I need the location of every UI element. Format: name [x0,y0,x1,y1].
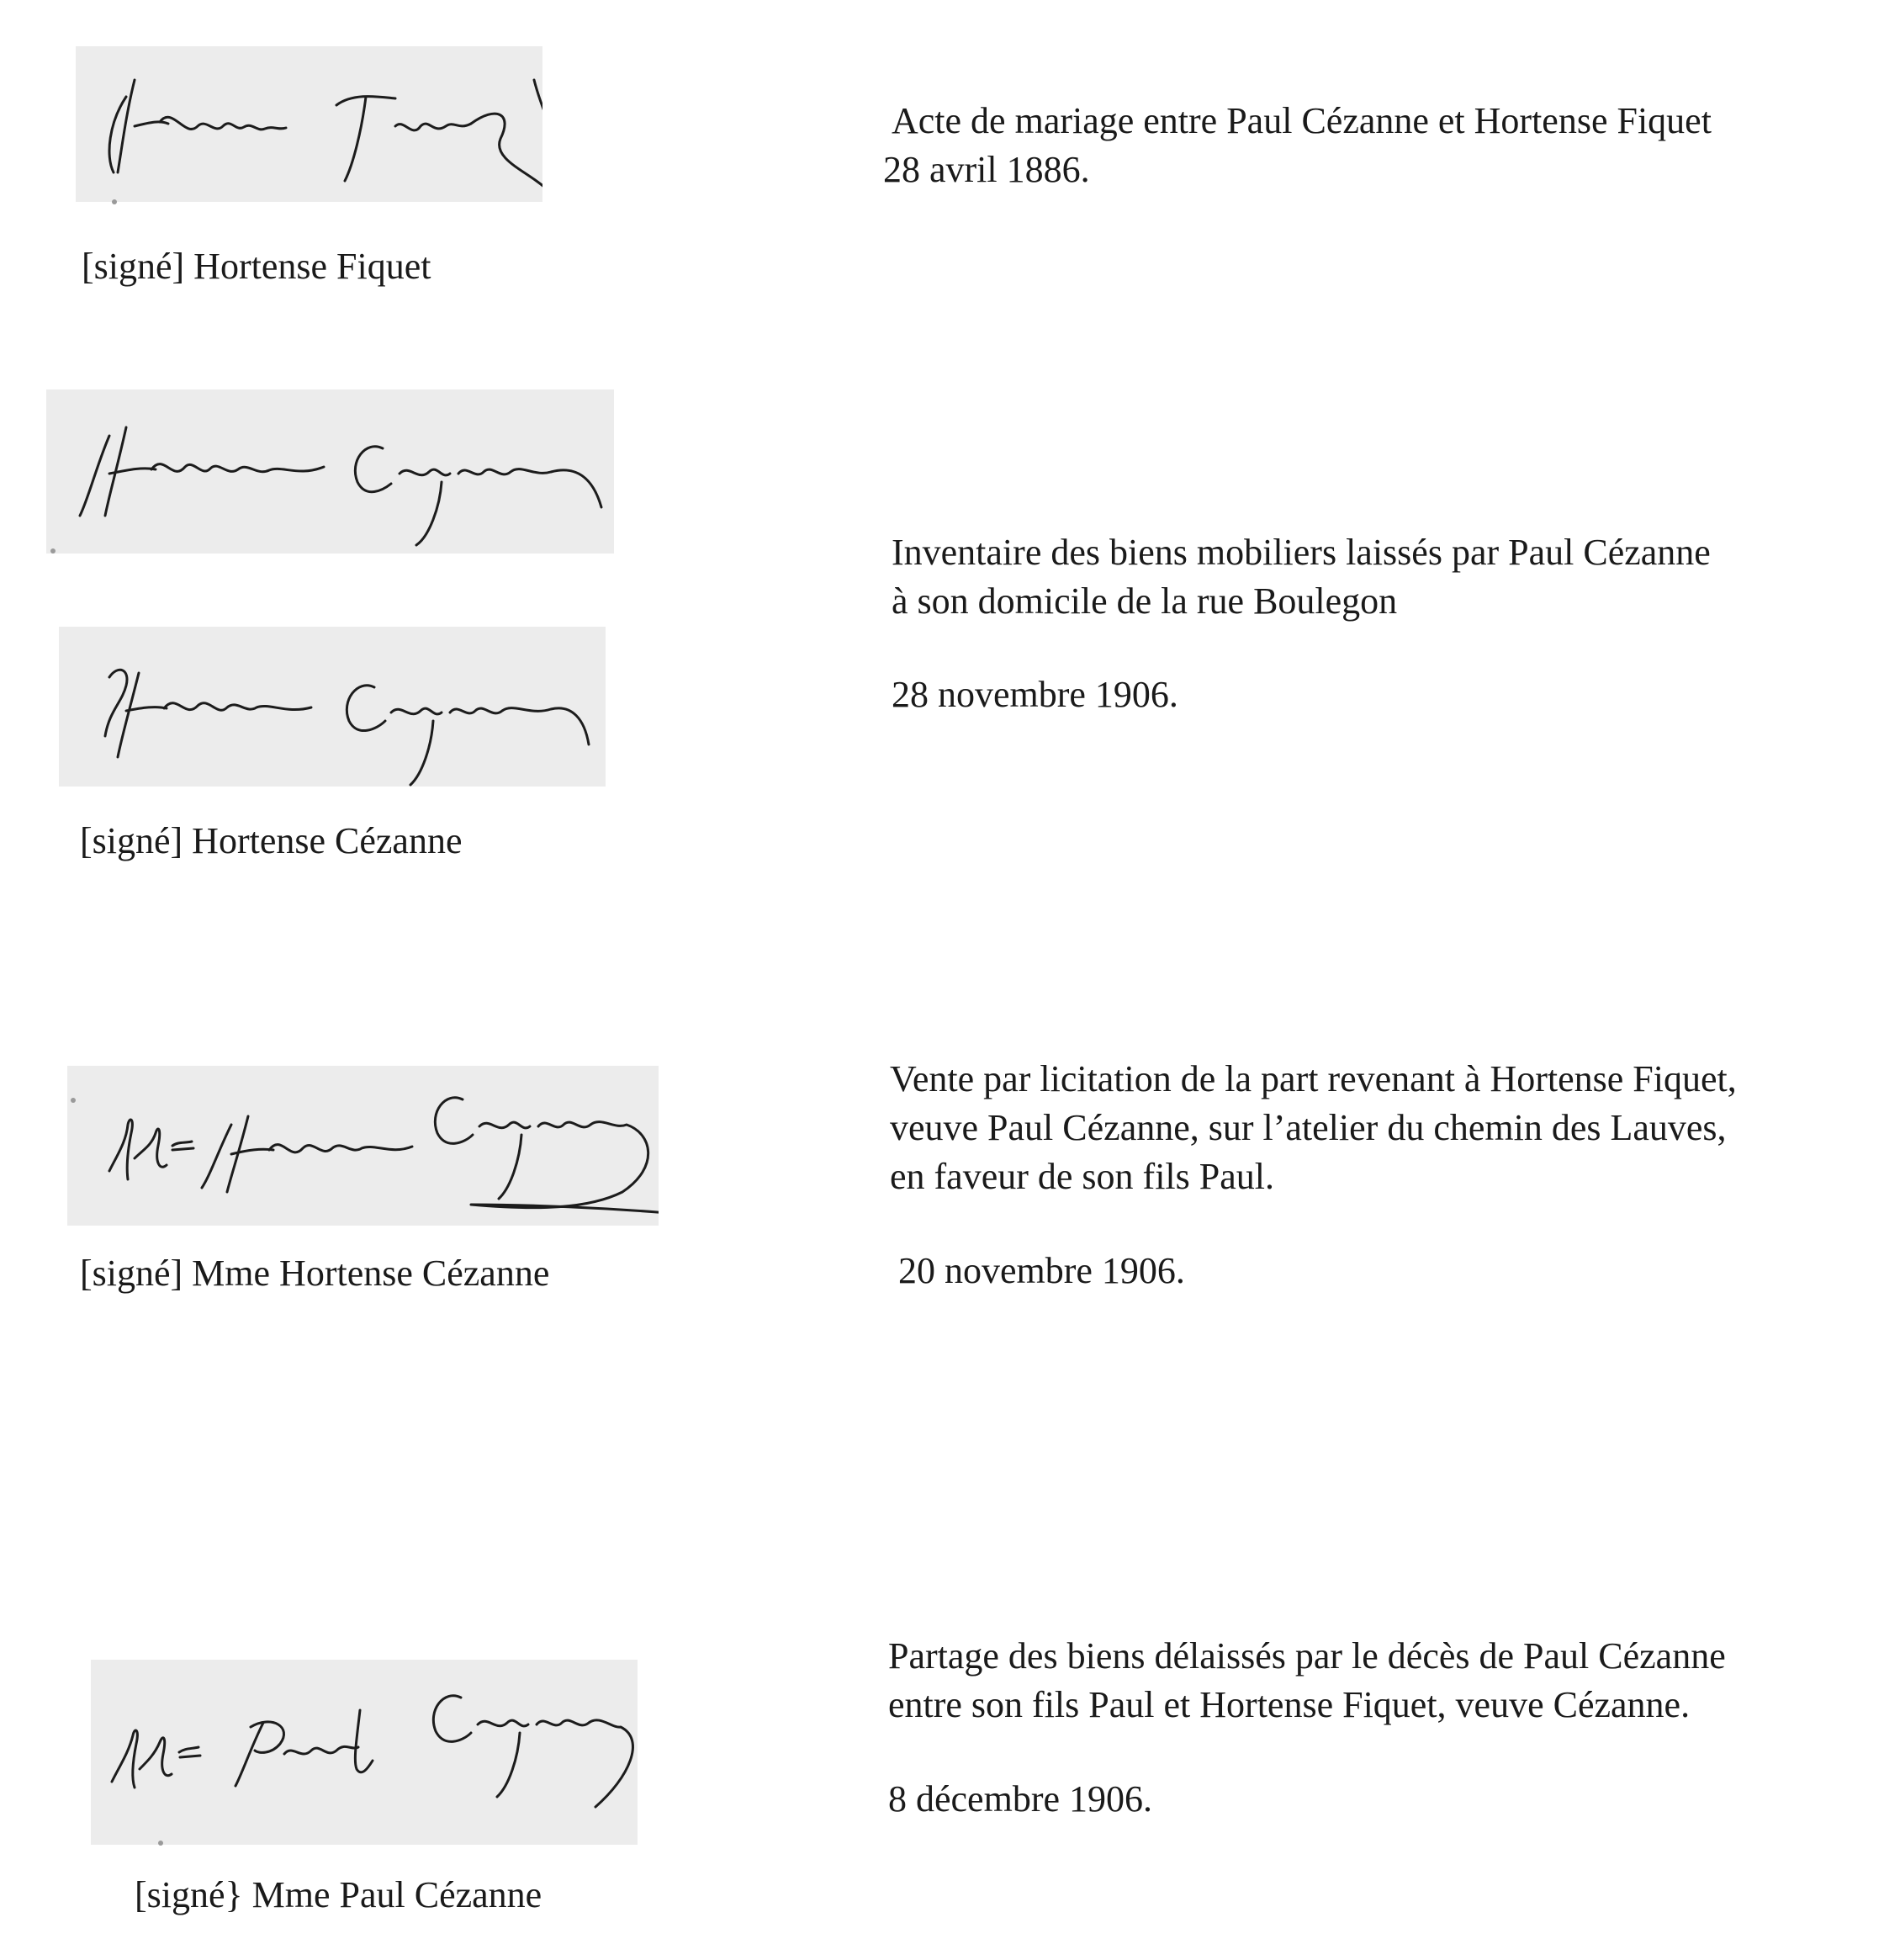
paper-speck [71,1098,76,1103]
paper-speck [158,1841,163,1846]
paper-speck [112,199,117,204]
document-description [890,1055,1737,1201]
signature-caption: [signé] Mme Hortense Cézanne [80,1253,550,1294]
document-description [892,528,1711,626]
description-line: à son domicile de la rue Boulegon [892,580,1398,622]
handwritten-signature [46,389,614,554]
document-description [883,97,1712,194]
signature-image-hortense-cezanne-2 [59,627,606,787]
signature-caption: [signé] Hortense Cézanne [80,820,463,861]
signature-image-hortense-cezanne-1 [46,389,614,554]
description-line: veuve Paul Cézanne, sur l’atelier du chemin des Lauves, [890,1107,1727,1148]
description-line: entre son fils Paul et Hortense Fiquet, veuve Cézanne. [888,1684,1691,1725]
description-line: Partage des biens délaissés par le décès de Paul Cézanne [888,1635,1726,1677]
handwritten-signature [91,1660,638,1845]
handwritten-signature [76,46,542,202]
description-line: Acte de mariage entre Paul Cézanne et Hortense Fiquet [892,100,1712,141]
signature-image-mme-hortense-cezanne [67,1066,659,1226]
description-line: Vente par licitation de la part revenant à Hortense Fiquet, [890,1058,1737,1099]
signature-caption: [signé} Mme Paul Cézanne [135,1874,542,1915]
document-date: 20 novembre 1906. [898,1250,1185,1291]
description-line: 28 avril 1886. [883,149,1090,190]
description-line: en faveur de son fils Paul. [890,1156,1274,1197]
signature-image-hortense-fiquet [76,46,542,202]
description-line: Inventaire des biens mobiliers laissés par Paul Cézanne [892,532,1711,573]
document-description [888,1632,1726,1730]
handwritten-signature [59,627,606,787]
paper-speck [50,548,56,554]
handwritten-signature [67,1066,659,1226]
document-date: 28 novembre 1906. [892,674,1178,715]
signature-caption: [signé] Hortense Fiquet [82,246,431,287]
document-date: 8 décembre 1906. [888,1778,1152,1820]
signature-image-mme-paul-cezanne [91,1660,638,1845]
